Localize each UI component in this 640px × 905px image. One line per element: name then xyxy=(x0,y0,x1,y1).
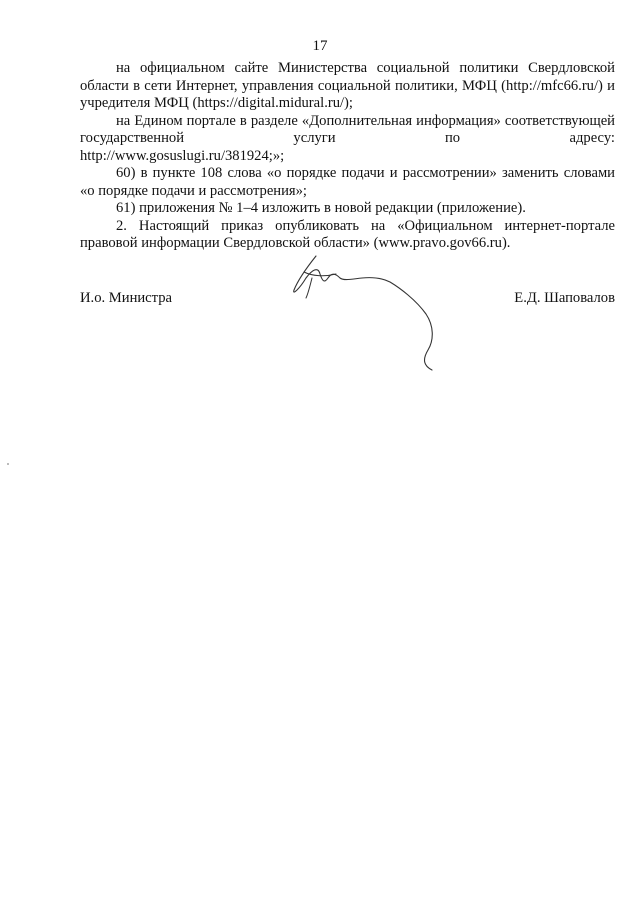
page-number: 17 xyxy=(312,38,328,54)
paragraph-unified-portal: на Едином портале в разделе «Дополнительная информация» соответствующей государственной услуги по адресу: xyxy=(80,112,615,146)
signer-position: И.о. Министра xyxy=(80,290,172,306)
document-body xyxy=(80,60,615,253)
paragraph-item-60: 60) в пункте 108 слова «о порядке подачи и рассмотрении» заменить словами «о порядке подачи и рассмотрения»; xyxy=(80,165,615,199)
paragraph-publish-order: 2. Настоящий приказ опубликовать на «Официальном интернет-портале правовой информации Свердловской области» (www.pravo.gov66.ru). xyxy=(80,217,615,251)
paragraph-item-61: 61) приложения № 1–4 изложить в новой редакции (приложение). xyxy=(116,200,526,216)
paragraph-portal-address: http://www.gosuslugi.ru/381924;»; xyxy=(80,147,285,164)
handwritten-signature xyxy=(282,248,442,373)
signer-name: Е.Д. Шаповалов xyxy=(514,290,615,306)
scan-speck xyxy=(7,463,9,465)
paragraph-publication-sites: на официальном сайте Министерства социальной политики Свердловской области в сети Интернет, управления социальной политики, МФЦ (http://mfc66.ru/) и учредителя МФЦ (https://digital.midural.ru/); xyxy=(80,60,615,111)
